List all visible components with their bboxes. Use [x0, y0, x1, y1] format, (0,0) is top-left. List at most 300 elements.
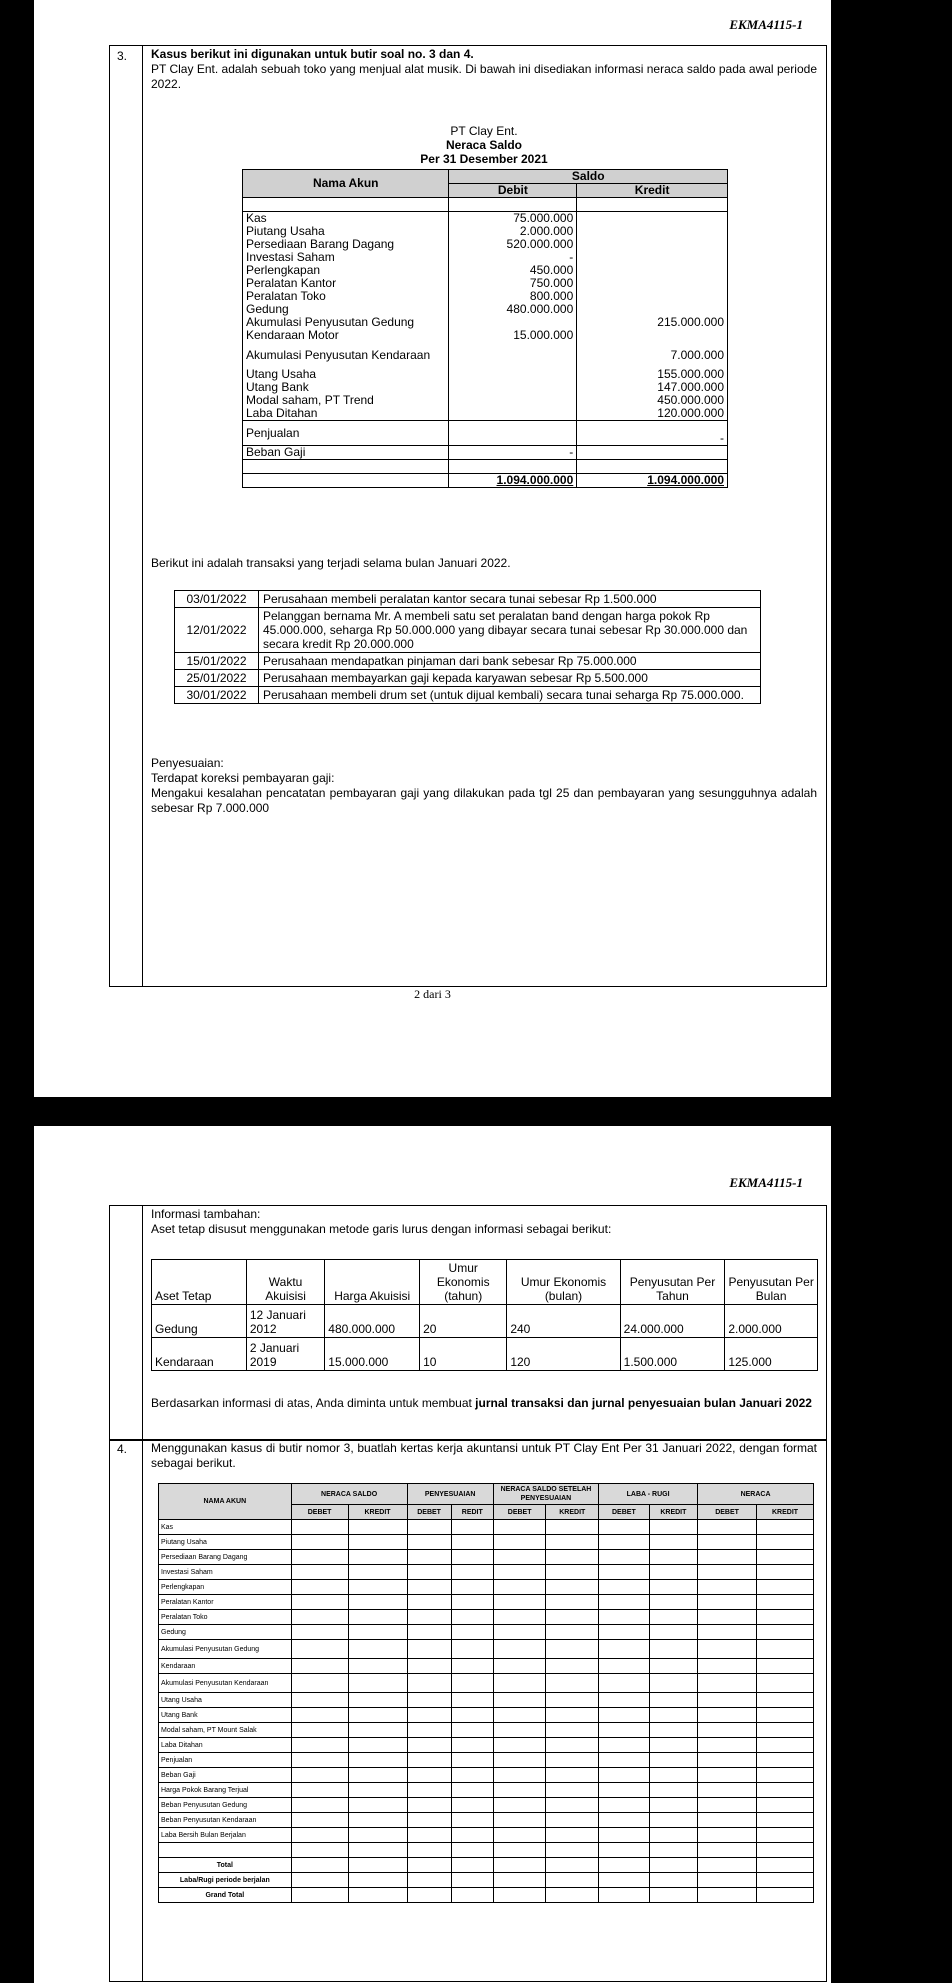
transaction-row: [175, 687, 761, 704]
worksheet-empty-cell: [649, 1828, 697, 1843]
worksheet-empty-cell: [291, 1843, 348, 1858]
worksheet-empty-cell: [291, 1828, 348, 1843]
worksheet-empty-cell: [649, 1659, 697, 1674]
col-saldo-header: Saldo: [449, 170, 728, 184]
asset-years: 10: [420, 1338, 507, 1371]
worksheet-empty-cell: [451, 1738, 493, 1753]
worksheet-empty-cell: [698, 1873, 757, 1888]
worksheet-empty-cell: [348, 1659, 407, 1674]
transaction-row: [175, 653, 761, 670]
worksheet-empty-cell: [291, 1888, 348, 1903]
worksheet-empty-cell: [493, 1640, 546, 1659]
worksheet-subheader-cell: DEBET: [599, 1505, 650, 1520]
worksheet-empty-cell: [407, 1843, 451, 1858]
debit-value: 520.000.000: [449, 238, 577, 251]
asset-name: Gedung: [152, 1305, 247, 1338]
worksheet-empty-cell: [493, 1813, 546, 1828]
asset-header-cell: Waktu Akuisisi: [246, 1260, 324, 1305]
worksheet-empty-cell: [291, 1858, 348, 1873]
worksheet-empty-cell: [348, 1520, 407, 1535]
worksheet-empty-cell: [407, 1753, 451, 1768]
worksheet-empty-cell: [546, 1768, 599, 1783]
worksheet-empty-cell: [493, 1625, 546, 1640]
worksheet-empty-cell: [291, 1738, 348, 1753]
worksheet-account-name: Penjualan: [159, 1753, 292, 1768]
worksheet-empty-cell: [649, 1798, 697, 1813]
worksheet-empty-cell: [407, 1738, 451, 1753]
worksheet-empty-cell: [757, 1738, 814, 1753]
worksheet-row: [159, 1768, 814, 1783]
worksheet-account-name: Beban Penyusutan Gedung: [159, 1798, 292, 1813]
worksheet-empty-cell: [493, 1873, 546, 1888]
account-name: Piutang Usaha: [243, 225, 449, 238]
worksheet-empty-cell: [407, 1873, 451, 1888]
worksheet-row: [159, 1813, 814, 1828]
worksheet-empty-cell: [493, 1550, 546, 1565]
debit-value: 75.000.000: [449, 212, 577, 226]
worksheet-empty-cell: [407, 1565, 451, 1580]
account-name: Utang Usaha: [243, 368, 449, 381]
transaction-description: Pelanggan bernama Mr. A membeli satu set peralatan band dengan harga pokok Rp 45.000.000, seharga Rp 50.000.000 yang dibayar secara tunai sebesar Rp 30.000.000 dan secara kredit Rp 20.000.000: [259, 608, 761, 653]
transaction-row: [175, 670, 761, 687]
worksheet-empty-cell: [407, 1580, 451, 1595]
table-row: [243, 421, 728, 446]
worksheet-empty-cell: [599, 1753, 650, 1768]
worksheet-empty-cell: [649, 1813, 697, 1828]
worksheet-empty-cell: [451, 1828, 493, 1843]
worksheet-empty-cell: [348, 1610, 407, 1625]
worksheet-empty-cell: [698, 1595, 757, 1610]
worksheet-empty-cell: [348, 1580, 407, 1595]
account-name: Kas: [243, 212, 449, 226]
credit-value: [577, 238, 728, 251]
worksheet-empty-cell: [493, 1595, 546, 1610]
worksheet-empty-cell: [348, 1738, 407, 1753]
worksheet-empty-cell: [698, 1693, 757, 1708]
worksheet-empty-cell: [493, 1535, 546, 1550]
worksheet-empty-cell: [493, 1783, 546, 1798]
worksheet-empty-cell: [546, 1565, 599, 1580]
transactions-table: [174, 590, 761, 704]
worksheet-empty-cell: [649, 1753, 697, 1768]
worksheet-empty-cell: [451, 1625, 493, 1640]
worksheet-empty-cell: [493, 1520, 546, 1535]
transaction-date: 12/01/2022: [175, 608, 259, 653]
account-name: Laba Ditahan: [243, 407, 449, 421]
worksheet-empty-cell: [291, 1595, 348, 1610]
worksheet-empty-cell: [451, 1580, 493, 1595]
worksheet-empty-cell: [546, 1798, 599, 1813]
credit-value: [577, 264, 728, 277]
worksheet-group-header: NERACA: [698, 1484, 814, 1505]
worksheet-empty-cell: [698, 1858, 757, 1873]
worksheet-total-row: [159, 1873, 814, 1888]
worksheet-account-name: Peralatan Toko: [159, 1610, 292, 1625]
worksheet-row: [159, 1708, 814, 1723]
asset-per-year: 1.500.000: [620, 1338, 725, 1371]
account-name: Persediaan Barang Dagang: [243, 238, 449, 251]
trial-balance-table: [242, 169, 728, 488]
worksheet-account-name: Utang Usaha: [159, 1693, 292, 1708]
worksheet-empty-cell: [493, 1828, 546, 1843]
worksheet-empty-cell: [757, 1550, 814, 1565]
worksheet-empty-cell: [546, 1595, 599, 1610]
question-intro: [151, 47, 817, 92]
worksheet-empty-cell: [493, 1768, 546, 1783]
worksheet-empty-cell: [698, 1738, 757, 1753]
worksheet-empty-cell: [698, 1798, 757, 1813]
worksheet-empty-cell: [407, 1640, 451, 1659]
worksheet-empty-cell: [451, 1783, 493, 1798]
worksheet-row: [159, 1565, 814, 1580]
worksheet-empty-cell: [757, 1888, 814, 1903]
worksheet-empty-cell: [698, 1708, 757, 1723]
document-page-1: [34, 0, 831, 1097]
account-name: Peralatan Toko: [243, 290, 449, 303]
transaction-description: Perusahaan mendapatkan pinjaman dari bank sebesar Rp 75.000.000: [259, 653, 761, 670]
transactions-intro: Berikut ini adalah transaksi yang terjadi selama bulan Januari 2022.: [151, 556, 511, 570]
worksheet-blank-row: [159, 1843, 814, 1858]
worksheet-empty-cell: [649, 1858, 697, 1873]
total-credit: 1.094.000.000: [647, 473, 724, 487]
account-name: Modal saham, PT Trend: [243, 394, 449, 407]
worksheet-empty-cell: [757, 1693, 814, 1708]
worksheet-empty-cell: [493, 1888, 546, 1903]
debit-value: [449, 381, 577, 394]
credit-value: [577, 329, 728, 342]
worksheet-empty-cell: [407, 1798, 451, 1813]
worksheet-empty-cell: [599, 1535, 650, 1550]
worksheet-empty-cell: [698, 1674, 757, 1693]
worksheet-empty-cell: [291, 1610, 348, 1625]
worksheet-empty-cell: [451, 1565, 493, 1580]
worksheet-empty-cell: [599, 1640, 650, 1659]
worksheet-empty-cell: [757, 1798, 814, 1813]
worksheet-empty-cell: [757, 1595, 814, 1610]
worksheet-empty-cell: [698, 1625, 757, 1640]
adjustment-section: [151, 756, 817, 816]
worksheet-empty-cell: [348, 1783, 407, 1798]
account-name: Peralatan Kantor: [243, 277, 449, 290]
worksheet-empty-cell: [757, 1565, 814, 1580]
worksheet-empty-cell: [348, 1640, 407, 1659]
worksheet-row: [159, 1520, 814, 1535]
credit-value: 215.000.000: [577, 316, 728, 329]
number-column-divider: [142, 1440, 143, 1981]
report-heading: [151, 124, 817, 166]
debit-value: 800.000: [449, 290, 577, 303]
intro-text: PT Clay Ent. adalah sebuah toko yang menjual alat musik. Di bawah ini disediakan informasi neraca saldo pada awal periode 2022.: [151, 62, 817, 91]
worksheet-empty-cell: [698, 1659, 757, 1674]
worksheet-empty-cell: [546, 1659, 599, 1674]
asset-price: 480.000.000: [325, 1305, 420, 1338]
worksheet-empty-cell: [546, 1520, 599, 1535]
worksheet-empty-cell: [407, 1768, 451, 1783]
worksheet-empty-cell: [757, 1580, 814, 1595]
worksheet-empty-cell: [407, 1595, 451, 1610]
worksheet-empty-cell: [407, 1659, 451, 1674]
worksheet-empty-cell: [291, 1520, 348, 1535]
worksheet-subheader-cell: DEBET: [493, 1505, 546, 1520]
worksheet-account-name: Gedung: [159, 1625, 292, 1640]
worksheet-account-name: Kendaraan: [159, 1659, 292, 1674]
worksheet-empty-cell: [348, 1595, 407, 1610]
worksheet-group-header: PENYESUAIAN: [407, 1484, 493, 1505]
worksheet-empty-cell: [291, 1873, 348, 1888]
worksheet-empty-cell: [546, 1858, 599, 1873]
worksheet-empty-cell: [599, 1783, 650, 1798]
worksheet-empty-cell: [407, 1723, 451, 1738]
worksheet-empty-cell: [649, 1520, 697, 1535]
worksheet-empty-cell: [649, 1843, 697, 1858]
spacer-row: [243, 460, 728, 474]
worksheet-empty-cell: [649, 1640, 697, 1659]
asset-header-cell: Aset Tetap: [152, 1260, 247, 1305]
credit-value: [577, 290, 728, 303]
worksheet-empty-cell: [599, 1550, 650, 1565]
transaction-description: Perusahaan membeli drum set (untuk dijual kembali) secara tunai seharga Rp 75.000.000.: [259, 687, 761, 704]
worksheet-row: [159, 1550, 814, 1565]
worksheet-total-label: Grand Total: [159, 1888, 292, 1903]
worksheet-account-name: Investasi Saham: [159, 1565, 292, 1580]
worksheet-empty-cell: [698, 1843, 757, 1858]
total-row: [243, 474, 728, 488]
worksheet-empty-cell: [546, 1783, 599, 1798]
worksheet-empty-cell: [698, 1768, 757, 1783]
worksheet-empty-cell: [348, 1723, 407, 1738]
worksheet-empty-cell: [698, 1520, 757, 1535]
worksheet-empty-cell: [291, 1550, 348, 1565]
worksheet-empty-cell: [546, 1550, 599, 1565]
worksheet-account-name: Peralatan Kantor: [159, 1595, 292, 1610]
asset-header-cell: Harga Akuisisi: [325, 1260, 420, 1305]
credit-value: -: [577, 421, 728, 446]
table-row: [243, 212, 728, 226]
question-title: Kasus berikut ini digunakan untuk butir soal no. 3 dan 4.: [151, 47, 474, 61]
total-label-cell: [243, 474, 449, 488]
worksheet-empty-cell: [757, 1858, 814, 1873]
worksheet-account-name: Akumulasi Penyusutan Kendaraan: [159, 1674, 292, 1693]
worksheet-empty-cell: [348, 1674, 407, 1693]
account-name: Gedung: [243, 303, 449, 316]
worksheet-empty-cell: [451, 1858, 493, 1873]
worksheet-empty-cell: [451, 1550, 493, 1565]
worksheet-empty-cell: [348, 1535, 407, 1550]
worksheet-empty-cell: [757, 1828, 814, 1843]
worksheet-row: [159, 1659, 814, 1674]
number-column-divider: [142, 1206, 143, 1440]
table-row: [243, 290, 728, 303]
worksheet-empty-cell: [546, 1580, 599, 1595]
worksheet-empty-cell: [757, 1753, 814, 1768]
worksheet-empty-cell: [649, 1693, 697, 1708]
worksheet-empty-cell: [493, 1674, 546, 1693]
worksheet-subheader-cell: DEBET: [407, 1505, 451, 1520]
number-column-divider: [142, 46, 143, 986]
worksheet-empty-cell: [698, 1783, 757, 1798]
account-name: Penjualan: [243, 421, 449, 446]
worksheet-empty-cell: [599, 1738, 650, 1753]
spacer-cell: [577, 198, 728, 212]
additional-info-title: Informasi tambahan:: [151, 1207, 261, 1221]
worksheet-subheader-cell: KREDIT: [546, 1505, 599, 1520]
worksheet-empty-cell: [407, 1674, 451, 1693]
worksheet-empty-cell: [546, 1693, 599, 1708]
debit-value: 480.000.000: [449, 303, 577, 316]
debit-value: -: [449, 251, 577, 264]
worksheet-empty-cell: [698, 1813, 757, 1828]
adjustment-text: Mengakui kesalahan pencatatan pembayaran gaji yang dilakukan pada tgl 25 dan pembayaran yang sesungguhnya adalah sebesar Rp 7.000.000: [151, 786, 817, 815]
worksheet-empty-cell: [698, 1828, 757, 1843]
additional-info-text: Aset tetap disusut menggunakan metode garis lurus dengan informasi sebagai berikut:: [151, 1222, 612, 1236]
transaction-row: [175, 591, 761, 608]
worksheet-header-row: [159, 1484, 814, 1505]
worksheet-empty-cell: [291, 1813, 348, 1828]
worksheet-empty-cell: [451, 1610, 493, 1625]
worksheet-empty-cell: [599, 1798, 650, 1813]
worksheet-empty-cell: [291, 1565, 348, 1580]
page-number: 2 dari 3: [414, 987, 451, 1001]
worksheet-empty-cell: [546, 1708, 599, 1723]
worksheet-empty-cell: [546, 1873, 599, 1888]
worksheet-empty-cell: [757, 1723, 814, 1738]
worksheet-account-name: Laba Ditahan: [159, 1738, 292, 1753]
worksheet-empty-cell: [348, 1813, 407, 1828]
asset-header-row: [152, 1260, 818, 1305]
worksheet-row: [159, 1693, 814, 1708]
worksheet-template-table: [158, 1483, 814, 1903]
worksheet-empty-cell: [451, 1640, 493, 1659]
transaction-date: 03/01/2022: [175, 591, 259, 608]
worksheet-account-name: Akumulasi Penyusutan Gedung: [159, 1640, 292, 1659]
transaction-date: 30/01/2022: [175, 687, 259, 704]
worksheet-empty-cell: [348, 1550, 407, 1565]
table-row: [243, 329, 728, 342]
worksheet-empty-cell: [407, 1828, 451, 1843]
worksheet-empty-cell: [757, 1520, 814, 1535]
worksheet-empty-cell: [649, 1873, 697, 1888]
worksheet-subheader-cell: KREDIT: [348, 1505, 407, 1520]
worksheet-empty-cell: [451, 1813, 493, 1828]
account-name: Investasi Saham: [243, 251, 449, 264]
report-title: Neraca Saldo: [445, 138, 523, 152]
worksheet-empty-cell: [599, 1693, 650, 1708]
worksheet-row: [159, 1753, 814, 1768]
worksheet-subheader-cell: DEBET: [291, 1505, 348, 1520]
worksheet-empty-cell: [291, 1768, 348, 1783]
worksheet-empty-cell: [546, 1828, 599, 1843]
worksheet-empty-cell: [451, 1693, 493, 1708]
debit-value: -: [449, 446, 577, 460]
worksheet-account-name: Harga Pokok Barang Terjual: [159, 1783, 292, 1798]
credit-value: 147.000.000: [577, 381, 728, 394]
worksheet-empty-cell: [407, 1610, 451, 1625]
asset-row: [152, 1338, 818, 1371]
worksheet-empty-cell: [348, 1888, 407, 1903]
worksheet-empty-cell: [599, 1610, 650, 1625]
worksheet-empty-cell: [407, 1550, 451, 1565]
worksheet-total-row: [159, 1858, 814, 1873]
worksheet-empty-cell: [451, 1888, 493, 1903]
worksheet-empty-cell: [407, 1708, 451, 1723]
asset-header-cell: Umur Ekonomis (bulan): [507, 1260, 620, 1305]
total-debit: 1.094.000.000: [496, 473, 574, 487]
debit-value: [449, 421, 577, 446]
worksheet-empty-cell: [649, 1595, 697, 1610]
worksheet-empty-cell: [348, 1693, 407, 1708]
worksheet-row: [159, 1625, 814, 1640]
worksheet-empty-cell: [599, 1843, 650, 1858]
debit-value: [449, 394, 577, 407]
worksheet-empty-cell: [649, 1738, 697, 1753]
instruction-emphasis: jurnal transaksi dan jurnal penyesuaian bulan Januari 2022: [475, 1396, 812, 1410]
worksheet-empty-cell: [451, 1535, 493, 1550]
worksheet-empty-cell: [493, 1858, 546, 1873]
worksheet-account-name: Piutang Usaha: [159, 1535, 292, 1550]
worksheet-empty-cell: [698, 1888, 757, 1903]
worksheet-empty-cell: [348, 1858, 407, 1873]
worksheet-empty-cell: [451, 1753, 493, 1768]
total-credit-cell: [577, 474, 728, 488]
worksheet-empty-cell: [599, 1888, 650, 1903]
worksheet-empty-cell: [348, 1798, 407, 1813]
worksheet-account-header: NAMA AKUN: [159, 1484, 292, 1520]
worksheet-total-row: [159, 1888, 814, 1903]
worksheet-empty-cell: [407, 1888, 451, 1903]
spacer-cell: [243, 460, 449, 474]
worksheet-empty-cell: [493, 1753, 546, 1768]
worksheet-empty-cell: [348, 1708, 407, 1723]
spacer-cell: [243, 198, 449, 212]
worksheet-empty-cell: [698, 1535, 757, 1550]
document-page-2: [34, 1126, 831, 1983]
worksheet-row: [159, 1580, 814, 1595]
worksheet-empty-cell: [546, 1535, 599, 1550]
worksheet-empty-cell: [291, 1625, 348, 1640]
question-number: 4.: [117, 1442, 128, 1456]
asset-date: 12 Januari 2012: [246, 1305, 324, 1338]
worksheet-empty-cell: [649, 1565, 697, 1580]
worksheet-empty-cell: [546, 1625, 599, 1640]
worksheet-empty-cell: [546, 1723, 599, 1738]
credit-value: [577, 225, 728, 238]
worksheet-empty-cell: [493, 1843, 546, 1858]
worksheet-empty-cell: [649, 1580, 697, 1595]
worksheet-row: [159, 1798, 814, 1813]
worksheet-empty-cell: [348, 1873, 407, 1888]
spacer-cell: [449, 460, 577, 474]
worksheet-empty-cell: [451, 1843, 493, 1858]
worksheet-group-header: NERACA SALDO SETELAH PENYESUAIAN: [493, 1484, 598, 1505]
table-row: [243, 407, 728, 421]
credit-value: 155.000.000: [577, 368, 728, 381]
table-row: [243, 342, 728, 368]
worksheet-empty-cell: [599, 1828, 650, 1843]
worksheet-empty-cell: [649, 1625, 697, 1640]
credit-value: [577, 277, 728, 290]
credit-value: 450.000.000: [577, 394, 728, 407]
worksheet-account-name: Laba Bersih Bulan Berjalan: [159, 1828, 292, 1843]
worksheet-row: [159, 1640, 814, 1659]
asset-name: Kendaraan: [152, 1338, 247, 1371]
worksheet-empty-cell: [649, 1550, 697, 1565]
asset-price: 15.000.000: [325, 1338, 420, 1371]
worksheet-account-name: Utang Bank: [159, 1708, 292, 1723]
worksheet-empty-cell: [599, 1674, 650, 1693]
worksheet-empty-cell: [599, 1659, 650, 1674]
asset-per-year: 24.000.000: [620, 1305, 725, 1338]
worksheet-empty-cell: [291, 1659, 348, 1674]
